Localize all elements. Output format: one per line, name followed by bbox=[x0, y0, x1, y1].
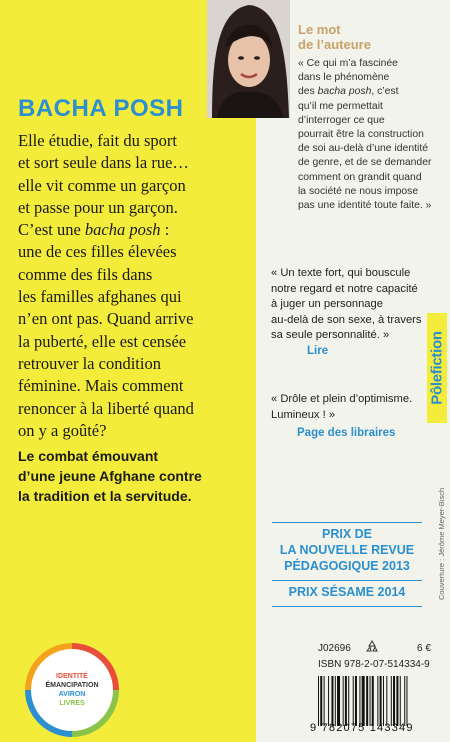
barcode-bar bbox=[370, 676, 371, 726]
quote-line: dans le phénomène bbox=[298, 72, 390, 84]
quote-line: la société ne nous impose bbox=[298, 185, 419, 197]
barcode-bar bbox=[393, 676, 395, 726]
prize-line: PRIX DE bbox=[321, 527, 372, 541]
barcode-bar bbox=[355, 676, 357, 726]
product-code: J02696 bbox=[318, 643, 351, 654]
synopsis-line: renoncer à la liberté quand bbox=[18, 398, 194, 418]
barcode-bar bbox=[396, 676, 398, 726]
synopsis-line: une de ces filles élevées bbox=[18, 242, 177, 262]
review-line: notre regard et notre capacité bbox=[271, 282, 418, 295]
barcode-bar bbox=[372, 676, 374, 726]
synopsis-line: la puberté, elle est censée bbox=[18, 331, 187, 351]
badge-line: IDENTITÉ bbox=[56, 673, 88, 680]
barcode-bar bbox=[377, 676, 378, 726]
recycle-icon bbox=[365, 640, 379, 654]
synopsis-line: Elle étudie, fait du sport bbox=[18, 131, 177, 150]
barcode-bar bbox=[348, 676, 349, 726]
author-heading-line: Le mot bbox=[298, 22, 341, 37]
synopsis-line: féminine. Mais comment bbox=[18, 376, 184, 396]
quote-line: « Ce qui m’a fascinée bbox=[298, 58, 398, 69]
price: 6 € bbox=[417, 643, 431, 654]
barcode-bar bbox=[366, 676, 368, 726]
book-title: BACHA POSH bbox=[18, 95, 184, 122]
synopsis-line: C’est une bacha posh : bbox=[18, 220, 170, 240]
tagline-line: Le combat émouvant bbox=[18, 448, 159, 464]
quote-line: de genre, et de se demander bbox=[298, 157, 432, 169]
prize-sesame: PRIX SÉSAME 2014 bbox=[288, 585, 406, 599]
synopsis-line: retrouver la condition bbox=[18, 353, 161, 373]
barcode-bar bbox=[406, 676, 407, 726]
barcode bbox=[318, 676, 440, 726]
tagline bbox=[18, 446, 253, 506]
badge-line: LIVRES bbox=[59, 700, 85, 707]
barcode-bar bbox=[400, 676, 401, 726]
quote-line: de soi au-delà d’une identité bbox=[298, 143, 428, 155]
barcode-bar bbox=[328, 676, 329, 726]
barcode-bar bbox=[383, 676, 384, 726]
quote-line: pas une identité toute faite. » bbox=[298, 200, 432, 212]
cover-credit: Couverture : Jérôme Meyer-Bisch bbox=[437, 487, 446, 600]
review-line: « Drôle et plein d’optimisme. bbox=[271, 393, 413, 405]
barcode-bar bbox=[362, 676, 365, 726]
barcode-bar bbox=[331, 676, 333, 726]
badge-line: ÉMANCIPATION bbox=[45, 682, 99, 689]
barcode-bar bbox=[324, 676, 325, 726]
barcode-bar bbox=[359, 676, 360, 726]
tagline-line: la tradition et la servitude. bbox=[18, 488, 192, 504]
synopsis-line: comme des fils dans bbox=[18, 264, 153, 284]
polefiction-logo bbox=[427, 313, 447, 423]
author-heading bbox=[298, 22, 371, 52]
review-source: Page des libraires bbox=[297, 427, 396, 439]
prize-npr bbox=[272, 526, 422, 574]
prize-divider-middle bbox=[272, 580, 422, 581]
synopsis-line: on y a goûté? bbox=[18, 420, 107, 440]
prize-line: PÉDAGOGIQUE 2013 bbox=[284, 559, 410, 573]
barcode-bar bbox=[335, 676, 336, 726]
author-photo bbox=[207, 0, 290, 118]
review-line: « Un texte fort, qui bouscule bbox=[271, 267, 411, 279]
barcode-bar bbox=[345, 676, 347, 726]
quote-line: pourrait être la construction bbox=[298, 129, 424, 141]
prize-divider-top bbox=[272, 522, 422, 523]
isbn: ISBN 978-2-07-514334-9 bbox=[318, 659, 430, 670]
barcode-bar bbox=[404, 676, 405, 726]
synopsis-line: n’en ont pas. Quand arrive bbox=[18, 309, 194, 329]
review-line: Lumineux ! » bbox=[271, 408, 336, 421]
barcode-bar bbox=[337, 676, 340, 726]
quote-line: d’interroger ce que bbox=[298, 114, 385, 126]
barcode-bar bbox=[320, 676, 322, 726]
review-line: à juger un personnage bbox=[271, 298, 383, 310]
barcode-bar bbox=[391, 676, 392, 726]
author-quote bbox=[298, 57, 446, 213]
barcode-bar bbox=[380, 676, 382, 726]
quote-line: des bacha posh, c’est bbox=[298, 86, 399, 98]
quote-line: qu’il me permettait bbox=[298, 100, 383, 112]
prize-divider-bottom bbox=[272, 606, 422, 607]
barcode-bar bbox=[353, 676, 354, 726]
barcode-bar bbox=[386, 676, 387, 726]
synopsis-line: et passe pour un garçon. bbox=[18, 197, 178, 217]
barcode-digits: 9 782075 143349 bbox=[310, 722, 414, 734]
synopsis-line: les familles afghanes qui bbox=[18, 287, 182, 307]
prize-line: LA NOUVELLE REVUE bbox=[279, 543, 415, 557]
review-line: sa seule personnalité. » bbox=[271, 329, 390, 341]
synopsis bbox=[18, 130, 253, 442]
badge-line: AVIRON bbox=[58, 691, 86, 698]
review-source: Lire bbox=[307, 344, 329, 357]
tagline-line: d’une jeune Afghane contre bbox=[18, 468, 202, 484]
author-heading-line: de l’auteure bbox=[298, 37, 371, 52]
review-lire bbox=[271, 266, 429, 359]
quote-line: comment on grandit quand bbox=[298, 171, 422, 183]
synopsis-line: et sort seule dans la rue… bbox=[18, 153, 189, 173]
barcode-bar bbox=[318, 676, 319, 726]
polefiction-logo-text: Pôlefiction bbox=[428, 331, 446, 405]
barcode-bar bbox=[343, 676, 344, 726]
review-page-des-libraires bbox=[271, 392, 429, 442]
review-line: au-delà de son sexe, à travers bbox=[271, 313, 422, 326]
badge-text bbox=[22, 672, 122, 708]
synopsis-line: elle vit comme un garçon bbox=[18, 175, 186, 195]
